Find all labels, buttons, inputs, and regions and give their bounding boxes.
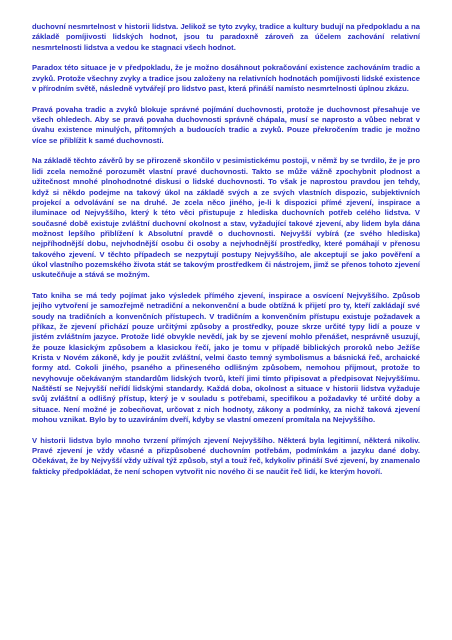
paragraph-4: Na základě těchto závěrů by se přirozeně skončilo v pesimistickému postoji, v němž by se tvrdilo, že je pro lidi zcela nemožné porozumět vlastní pravé duchovnosti. Takto se může vážně zpochybnit plodnost a užitečnost mnohé plnohodnotné diskusi o lidské duchovnosti. To však je naprostou pravdou jen tehdy, když si někdo podejme na takový úkol na základě svých a ze svých vlastních dispozic, subjektivních projekcí a odvolávání se na druhé. Je zcela něco jiného, je-li k dispozici přímé zjevení, inspirace a iluminace od Nejvyššího, který k této věci přistupuje z hlediska duchovních potřeb celého lidstva. V současné době existuje zvláštní duchovní okolnost a stav, vyžadující takové zjevení, aby lidem byla dána možnost lepšího přiblížení k Absolutní pravdě o duchovnosti. Nejvyšší vybírá (ze svého hlediska) nejpříhodnější dobu, nejvhodnější osobu či osoby a nejvhodnější prostředky, které pomáhají v přenosu takového zjevení. V těchto případech se nezpytují postupy Nejvyššího, ale akceptují se jako pověření a úkol vlastního pozemského života stát se takovým prostředkem či nástrojem, jimž se přenos tohoto zjevení uskutečňuje a stává se možným. <box>32 156 420 280</box>
paragraph-2: Paradox této situace je v předpokladu, že je možno dosáhnout pokračování existence zachováním tradic a zvyků. Protože všechny zvyky a tradice jsou založeny na relativních hodnotách pomíjivosti lidské existence v přírodním světě, následně vytvářejí pro lidstvo past, která přináší namísto nesmrtelnosti úplnou zkázu. <box>32 63 420 94</box>
paragraph-5: Tato kniha se má tedy pojímat jako výsledek přímého zjevení, inspirace a osvícení Nejvyššího. Způsob jejího vytvoření je samozřejmě netradiční a nekonvenční a bude obtížná k přijetí pro ty, kteří zakládají své soudy na tradičních a konvenčních přístupech. V tradičním a konvenčním přístupu existuje požadavek a příkaz, že zjevení přichází pouze určitými způsoby a prostředky, pouze skrze určité typy lidí a pouze v jistém zvláštním jazyce. Protože lidé obvykle nevědí, jak by se zjevení mohlo přenášet, nesprávně usuzují, že pouze klasickým způsobem a klasickou řečí, jako je tomu v případě biblických proroků nebo Ježíše Krista v Novém zákoně, kdy je použit zvláštní, velmi často temný symbolismus a básnická řeč, archaické formy atd. Cokoli jiného, psaného a přineseného odlišným způsobem, nemohou přijmout, protože to nevyhovuje očekávaným standardům lidských tvorů, kteří jimi tímto připisovat a předpisovat Nejvyššímu. Naštěstí se Nejvyšší neřídí lidskými standardy. Každá doba, okolnost a situace v historii lidstva vyžaduje svůj zvláštní a odlišný přístup, který je v souladu s potřebami, specifikou a požadavky té určité doby a situace. Není možné je zobecňovat, určovat z nich hodnoty, zákony a podmínky, za nichž taková zjevení mohou vznikat. Bylo by to uzavíráním dveří, kdyby se vlastní omezení promítala na Nejvyššího. <box>32 290 420 425</box>
paragraph-3: Pravá povaha tradic a zvyků blokuje správné pojímání duchovnosti, protože je duchovnost přesahuje ve všech ohledech. Aby se pravá povaha duchovnosti správně chápala, musí se naprosto a vůbec nebrat v úvahu existence minulých, přítomných a budoucích tradic a zvyků. Pouze překročením tradic je možno více se přiblížit k samé duchovnosti. <box>32 104 420 145</box>
paragraph-1: duchovní nesmrtelnost v historii lidstva. Jelikož se tyto zvyky, tradice a kultury budují na předpokladu a na základě pomíjivosti lidských hodnot, jsou tu paradoxně zároveň za účelem zachování relativní nesmrtelnosti lidstva a vedou ke stagnaci všech hodnot. <box>32 22 420 52</box>
document-body <box>32 22 420 487</box>
paragraph-6: V historii lidstva bylo mnoho tvrzení přímých zjevení Nejvyššího. Některá byla legitimní, některá nikoliv. Pravé zjevení je vždy včasné a přizpůsobené duchovním potřebám, podmínkám a jazyku dané doby. Očekávat, že by Nejvyšší vždy užíval týž způsob, styl a touž řeč, kdykoliv přináší Své zjevení, by znamenalo fakticky předpokládat, že není schopen vytvořit nic nového či se naučit řeč lidí, ke kterým hovoří. <box>32 435 420 476</box>
